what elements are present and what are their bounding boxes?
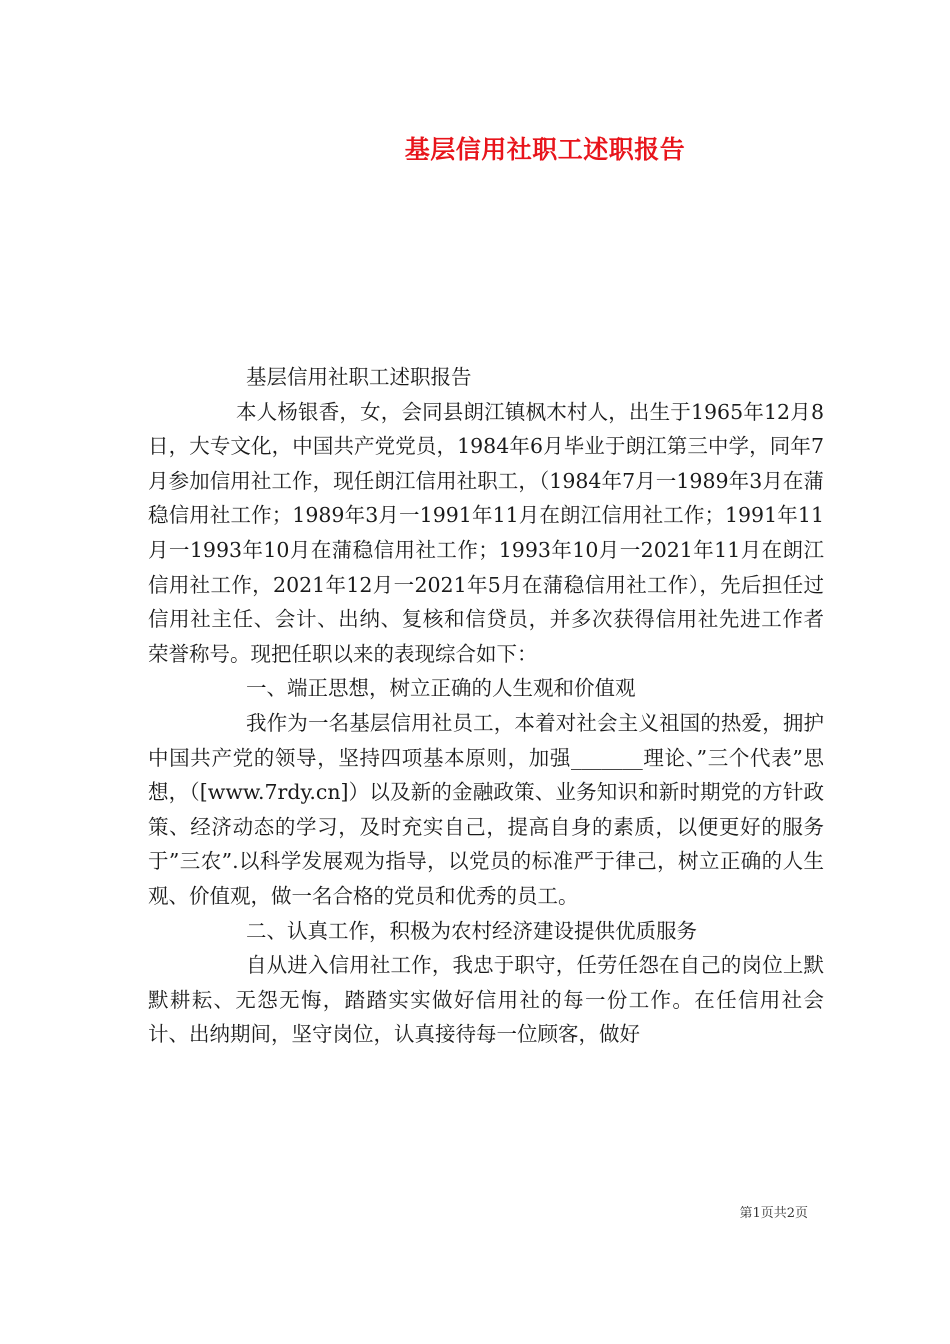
body-heading: 基层信用社职工述职报告 [246,365,472,389]
page-number: 第1页共2页 [739,1206,808,1221]
section-heading-1: 一、端正思想，树立正确的人生观和价值观 [246,676,636,701]
paragraph-section-2: 自从进入信用社工作，我忠于职守，任劳任怨在自己的岗位上默默耕耘、无怨无悔，踏踏实实做好信用社的每一份工作。在任信用社会计、出纳期间，坚守岗位，认真接待每一位顾客，做好 [148,953,824,1047]
document-body [148,360,824,1052]
section-heading-2: 二、认真工作，积极为农村经济建设提供优质服务 [246,918,697,943]
paragraph-section-1: 我作为一名基层信用社员工，本着对社会主义祖国的热爱，拥护中国共产党的领导，坚持四项基本原则，加强_______理论、”三个代表”思想，（[www.7rdy.cn]）以及新的金融政策、业务知识和新时期党的方针政策、经济动态的学习，及时充实自己，提高自身的素质，以便更好的服务于”三农”.以科学发展观为指导，以党员的标准严于律己，树立正确的人生观、价值观，做一名合格的党员和优秀的员工。 [148,710,824,908]
paragraph-intro: 本人杨银香，女，会同县朗江镇枫木村人，出生于1965年12月8日，大专文化，中国共产党党员，1984年6月毕业于朗江第三中学，同年7月参加信用社工作，现任朗江信用社职工，（1984年7月一1989年3月在蒲稳信用社工作；1989年3月一1991年11月在朗江信用社工作；1991年11月一1993年10月在蒲稳信用社工作；1993年10月一2021年11月在朗江信用社工作，2021年12月一2021年5月在蒲稳信用社工作），先后担任过信用社主任、会计、出纳、复核和信贷员，并多次获得信用社先进工作者荣誉称号。现把任职以来的表现综合如下： [148,399,824,666]
document-title: 基层信用社职工述职报告 [404,135,686,164]
